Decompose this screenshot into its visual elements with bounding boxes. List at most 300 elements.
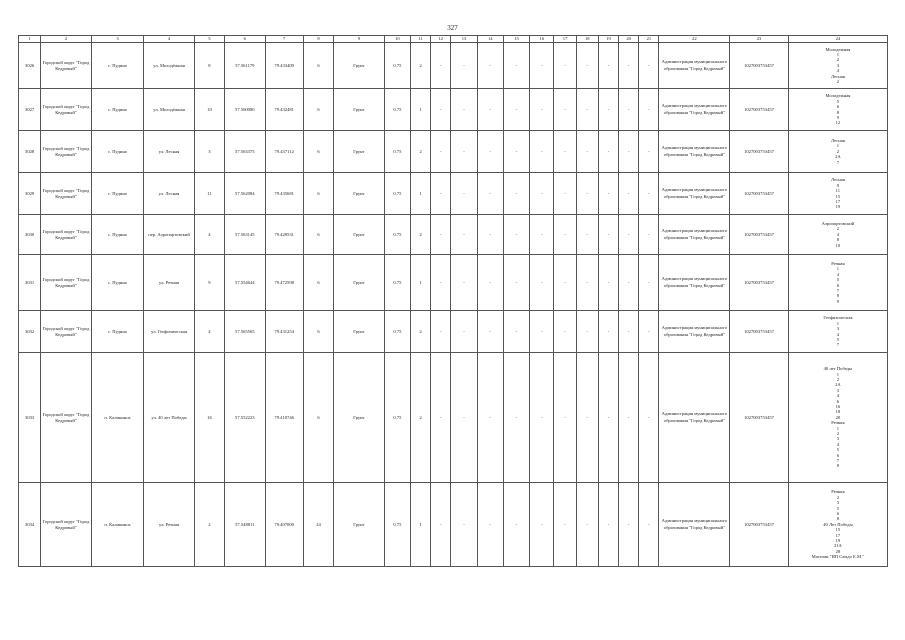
address-item: 8: [836, 109, 840, 115]
row-id: 3028: [19, 131, 41, 173]
address-item: 8: [836, 463, 840, 469]
empty-cell: -: [619, 131, 639, 173]
address-list-cell: [788, 483, 887, 567]
value-cell: 0.75: [384, 255, 410, 311]
settlement-cell: с. Пудино: [91, 89, 144, 131]
address-item: 40 Лет Победы: [823, 521, 853, 527]
address-item: 1: [836, 143, 840, 149]
surface-cell: Грунт: [334, 173, 385, 215]
table-row: [19, 353, 888, 483]
empty-cell: -: [619, 255, 639, 311]
latitude-cell: 57.565565: [225, 311, 265, 353]
empty-cell: -: [530, 255, 554, 311]
address-item: 11: [835, 188, 841, 194]
settlement-cell: с. Пудино: [91, 311, 144, 353]
category-cell: 2: [410, 131, 430, 173]
category-cell: 2: [410, 353, 430, 483]
empty-cell: -: [477, 311, 503, 353]
column-header: 23: [730, 36, 789, 43]
district-cell: Городской округ "Город Кедровый": [41, 255, 92, 311]
address-list-cell: [788, 255, 887, 311]
empty-cell: -: [477, 131, 503, 173]
empty-cell: -: [619, 483, 639, 567]
address-item: 12: [835, 120, 841, 126]
address-item: 2: [836, 79, 840, 85]
empty-cell: -: [530, 353, 554, 483]
street-cell: ул. Речная: [144, 483, 195, 567]
latitude-cell: 57.563145: [225, 215, 265, 255]
address-item: 16: [835, 403, 841, 409]
empty-cell: -: [554, 353, 576, 483]
owner-cell: Администрация муниципального образования "Город Кедровый": [659, 353, 730, 483]
page-number: 327: [447, 24, 458, 32]
district-cell: Городской округ "Город Кедровый": [41, 131, 92, 173]
district-cell: Городской округ "Город Кедровый": [41, 89, 92, 131]
empty-cell: -: [576, 43, 598, 89]
value-cell: 0.75: [384, 131, 410, 173]
value-cell: 0.75: [384, 89, 410, 131]
empty-cell: -: [554, 89, 576, 131]
address-item: Молодежная: [825, 46, 851, 52]
empty-cell: -: [554, 311, 576, 353]
empty-cell: -: [598, 353, 618, 483]
address-item: 4: [836, 68, 840, 74]
value-cell: 0.75: [384, 173, 410, 215]
empty-cell: -: [576, 89, 598, 131]
district-cell: Городской округ "Город Кедровый": [41, 311, 92, 353]
empty-cell: -: [554, 255, 576, 311]
surface-cell: Грунт: [334, 43, 385, 89]
column-header: 14: [477, 36, 503, 43]
latitude-cell: 57.560080: [225, 89, 265, 131]
address-item: Речная: [831, 420, 845, 426]
settlement-cell: п. Калининск: [91, 483, 144, 567]
settlement-cell: с. Пудино: [91, 255, 144, 311]
empty-cell: -: [619, 353, 639, 483]
empty-cell: -: [639, 131, 659, 173]
address-item: 3: [836, 436, 840, 442]
address-item: 7: [836, 458, 840, 464]
address-item: 10: [835, 242, 841, 248]
value-cell: 0.75: [384, 311, 410, 353]
settlement-cell: п. Калининск: [91, 353, 144, 483]
address-item: 2: [836, 494, 840, 500]
row-id: 3033: [19, 353, 41, 483]
address-item: 3: [836, 387, 840, 393]
empty-cell: -: [598, 173, 618, 215]
address-item: 7: [836, 342, 840, 348]
width-cell: 6: [303, 353, 333, 483]
empty-cell: -: [451, 173, 477, 215]
column-header: 17: [554, 36, 576, 43]
surface-cell: Грунт: [334, 353, 385, 483]
district-cell: Городской округ "Город Кедровый": [41, 43, 92, 89]
owner-cell: Администрация муниципального образования "Город Кедровый": [659, 255, 730, 311]
table-row: [19, 43, 888, 89]
address-item: 6: [836, 104, 840, 110]
row-id: 3032: [19, 311, 41, 353]
empty-cell: -: [554, 43, 576, 89]
address-item: 8: [836, 293, 840, 299]
empty-cell: -: [477, 173, 503, 215]
count-cell: 4: [194, 311, 224, 353]
address-item: Аэропортовский: [821, 220, 855, 226]
empty-cell: -: [639, 43, 659, 89]
street-cell: ул. 40 лет Победы: [144, 353, 195, 483]
settlement-cell: с. Пудино: [91, 43, 144, 89]
address-list-cell: [788, 173, 887, 215]
address-item: Лесная: [830, 137, 845, 143]
settlement-cell: с. Пудино: [91, 131, 144, 173]
empty-cell: -: [451, 89, 477, 131]
table-row: [19, 311, 888, 353]
empty-cell: -: [576, 311, 598, 353]
empty-cell: -: [639, 311, 659, 353]
empty-cell: -: [576, 173, 598, 215]
count-cell: 2: [194, 483, 224, 567]
address-item: 3: [836, 500, 840, 506]
address-item: 15: [835, 193, 841, 199]
address-item: 1: [836, 425, 840, 431]
empty-cell: -: [431, 131, 451, 173]
empty-cell: -: [554, 215, 576, 255]
column-header: 11: [410, 36, 430, 43]
street-cell: ул. Речная: [144, 255, 195, 311]
column-header: 6: [225, 36, 265, 43]
address-item: Речная: [831, 260, 845, 266]
empty-cell: -: [639, 483, 659, 567]
address-item: 1: [836, 51, 840, 57]
empty-cell: -: [576, 483, 598, 567]
width-cell: 6: [303, 255, 333, 311]
latitude-cell: 57.548811: [225, 483, 265, 567]
value-cell: 0.75: [384, 215, 410, 255]
empty-cell: -: [431, 353, 451, 483]
column-header: 10: [384, 36, 410, 43]
longitude-cell: 79.432481: [265, 89, 303, 131]
empty-cell: -: [503, 215, 529, 255]
address-item: 19: [835, 204, 841, 210]
column-header: 8: [303, 36, 333, 43]
empty-cell: -: [639, 353, 659, 483]
latitude-cell: 57.562084: [225, 173, 265, 215]
address-item: 4: [836, 271, 840, 277]
address-item: 2: [836, 57, 840, 63]
address-item: Геофизическая: [823, 315, 853, 321]
table-row: [19, 173, 888, 215]
category-cell: 1: [410, 483, 430, 567]
empty-cell: -: [598, 43, 618, 89]
empty-cell: -: [598, 131, 618, 173]
column-header: 24: [788, 36, 887, 43]
column-header: 16: [530, 36, 554, 43]
longitude-cell: 79.407000: [265, 483, 303, 567]
street-cell: ул. Лесная: [144, 131, 195, 173]
column-header: 9: [334, 36, 385, 43]
empty-cell: -: [576, 255, 598, 311]
address-item: 9: [836, 182, 840, 188]
column-header: 18: [576, 36, 598, 43]
empty-cell: -: [431, 173, 451, 215]
table-row: [19, 215, 888, 255]
empty-cell: -: [503, 311, 529, 353]
column-header: 20: [619, 36, 639, 43]
address-item: 2: [836, 376, 840, 382]
column-header: 21: [639, 36, 659, 43]
column-header: 15: [503, 36, 529, 43]
column-header: 5: [194, 36, 224, 43]
category-cell: 2: [410, 43, 430, 89]
empty-cell: -: [639, 89, 659, 131]
empty-cell: -: [451, 131, 477, 173]
owner-cell: Администрация муниципального образования "Город Кедровый": [659, 483, 730, 567]
ogrn-cell: 1027003753457: [730, 131, 789, 173]
address-item: 19: [835, 538, 841, 544]
register-table: [18, 35, 888, 567]
empty-cell: -: [576, 131, 598, 173]
address-item: 1: [836, 320, 840, 326]
latitude-cell: 57.554644: [225, 255, 265, 311]
empty-cell: -: [619, 311, 639, 353]
address-item: 40 лет Победы: [823, 366, 853, 372]
empty-cell: -: [619, 173, 639, 215]
width-cell: 24: [303, 483, 333, 567]
empty-cell: -: [477, 353, 503, 483]
table-row: [19, 89, 888, 131]
category-cell: 1: [410, 255, 430, 311]
address-item: 4: [836, 393, 840, 399]
empty-cell: -: [619, 89, 639, 131]
street-cell: ул. Молодёжная: [144, 89, 195, 131]
district-cell: Городской округ "Город Кедровый": [41, 215, 92, 255]
surface-cell: Грунт: [334, 215, 385, 255]
empty-cell: -: [530, 311, 554, 353]
ogrn-cell: 1027003753457: [730, 215, 789, 255]
empty-cell: -: [431, 255, 451, 311]
width-cell: 6: [303, 89, 333, 131]
category-cell: 2: [410, 215, 430, 255]
street-cell: ул. Геофизическая: [144, 311, 195, 353]
empty-cell: -: [477, 89, 503, 131]
address-item: 2: [836, 226, 840, 232]
column-header: 13: [451, 36, 477, 43]
empty-cell: -: [477, 483, 503, 567]
street-cell: пер. Аэропортовский: [144, 215, 195, 255]
empty-cell: -: [503, 483, 529, 567]
empty-cell: -: [477, 255, 503, 311]
row-id: 3031: [19, 255, 41, 311]
address-item: 15: [835, 527, 841, 533]
empty-cell: -: [530, 173, 554, 215]
category-cell: 2: [410, 311, 430, 353]
empty-cell: -: [639, 255, 659, 311]
empty-cell: -: [431, 43, 451, 89]
empty-cell: -: [477, 215, 503, 255]
address-item: 5: [836, 505, 840, 511]
column-header: 2: [41, 36, 92, 43]
empty-cell: -: [431, 89, 451, 131]
address-list-cell: [788, 215, 887, 255]
district-cell: Городской округ "Город Кедровый": [41, 353, 92, 483]
row-id: 3030: [19, 215, 41, 255]
address-list-cell: [788, 311, 887, 353]
address-item: 6: [836, 452, 840, 458]
longitude-cell: 79.437112: [265, 131, 303, 173]
street-cell: ул. Лесная: [144, 173, 195, 215]
address-item: Лесная: [830, 177, 845, 183]
empty-cell: -: [554, 173, 576, 215]
settlement-cell: с. Пудино: [91, 215, 144, 255]
empty-cell: -: [451, 215, 477, 255]
owner-cell: Администрация муниципального образования "Город Кедровый": [659, 173, 730, 215]
column-header: 19: [598, 36, 618, 43]
empty-cell: -: [598, 255, 618, 311]
address-item: 21А: [833, 543, 842, 549]
column-header: 3: [91, 36, 144, 43]
address-item: 17: [835, 198, 841, 204]
empty-cell: -: [503, 353, 529, 483]
surface-cell: Грунт: [334, 483, 385, 567]
empty-cell: -: [451, 353, 477, 483]
latitude-cell: 57.552223: [225, 353, 265, 483]
row-id: 3034: [19, 483, 41, 567]
ogrn-cell: 1027003753457: [730, 255, 789, 311]
empty-cell: -: [598, 89, 618, 131]
table-row: [19, 255, 888, 311]
empty-cell: -: [576, 215, 598, 255]
address-list-cell: [788, 89, 887, 131]
address-item: 4: [836, 331, 840, 337]
address-item: 7: [836, 159, 840, 165]
empty-cell: -: [598, 483, 618, 567]
address-item: 6: [836, 398, 840, 404]
address-item: 6: [836, 282, 840, 288]
address-item: 7: [836, 287, 840, 293]
owner-cell: Администрация муниципального образования "Город Кедровый": [659, 131, 730, 173]
empty-cell: -: [530, 89, 554, 131]
empty-cell: -: [503, 173, 529, 215]
address-item: 3: [836, 62, 840, 68]
latitude-cell: 57.563375: [225, 131, 265, 173]
address-item: 3: [836, 326, 840, 332]
value-cell: 0.75: [384, 353, 410, 483]
district-cell: Городской округ "Город Кедровый": [41, 483, 92, 567]
value-cell: 0.75: [384, 43, 410, 89]
empty-cell: -: [576, 353, 598, 483]
address-item: 8: [836, 516, 840, 522]
surface-cell: Грунт: [334, 89, 385, 131]
address-item: 1: [836, 371, 840, 377]
longitude-cell: 79.428531: [265, 215, 303, 255]
address-item: 18: [835, 409, 841, 415]
address-item: Магазин "ИП Самдо Е.М.": [811, 554, 865, 560]
owner-cell: Администрация муниципального образования "Город Кедровый": [659, 43, 730, 89]
address-item: 9: [836, 114, 840, 120]
ogrn-cell: 1027003753457: [730, 89, 789, 131]
address-item: 20: [835, 414, 841, 420]
address-list-cell: [788, 353, 887, 483]
settlement-cell: с. Пудино: [91, 173, 144, 215]
column-header: 22: [659, 36, 730, 43]
column-header: 12: [431, 36, 451, 43]
surface-cell: Грунт: [334, 255, 385, 311]
empty-cell: -: [451, 311, 477, 353]
address-list-cell: [788, 43, 887, 89]
ogrn-cell: 1027003753457: [730, 43, 789, 89]
address-item: 28: [835, 548, 841, 554]
address-item: Молодежная: [825, 93, 851, 99]
address-item: 5: [836, 98, 840, 104]
address-item: 6: [836, 510, 840, 516]
width-cell: 6: [303, 215, 333, 255]
column-header: 7: [265, 36, 303, 43]
address-item: 2А: [835, 154, 841, 160]
longitude-cell: 79.410746: [265, 353, 303, 483]
surface-cell: Грунт: [334, 131, 385, 173]
address-item: 2: [836, 148, 840, 154]
empty-cell: -: [554, 483, 576, 567]
address-item: 4: [836, 231, 840, 237]
empty-cell: -: [619, 215, 639, 255]
longitude-cell: 79.472598: [265, 255, 303, 311]
count-cell: 9: [194, 255, 224, 311]
ogrn-cell: 1027003753457: [730, 173, 789, 215]
longitude-cell: 79.435681: [265, 173, 303, 215]
table-row: [19, 131, 888, 173]
surface-cell: Грунт: [334, 311, 385, 353]
column-header: 1: [19, 36, 41, 43]
row-id: 3029: [19, 173, 41, 215]
address-item: 8: [836, 237, 840, 243]
empty-cell: -: [477, 43, 503, 89]
empty-cell: -: [619, 43, 639, 89]
empty-cell: -: [503, 131, 529, 173]
empty-cell: -: [431, 483, 451, 567]
address-item: 17: [835, 532, 841, 538]
owner-cell: Администрация муниципального образования "Город Кедровый": [659, 311, 730, 353]
empty-cell: -: [503, 89, 529, 131]
address-item: 1: [836, 266, 840, 272]
empty-cell: -: [530, 483, 554, 567]
address-list-cell: [788, 131, 887, 173]
width-cell: 6: [303, 131, 333, 173]
empty-cell: -: [431, 215, 451, 255]
ogrn-cell: 1027003753457: [730, 483, 789, 567]
empty-cell: -: [431, 311, 451, 353]
address-item: 2А: [835, 382, 841, 388]
category-cell: 1: [410, 173, 430, 215]
owner-cell: Администрация муниципального образования "Город Кедровый": [659, 89, 730, 131]
empty-cell: -: [451, 483, 477, 567]
empty-cell: -: [598, 215, 618, 255]
address-item: 9: [836, 298, 840, 304]
width-cell: 6: [303, 43, 333, 89]
street-cell: ул. Молодёжная: [144, 43, 195, 89]
count-cell: 8: [194, 43, 224, 89]
address-item: Лесная: [830, 73, 845, 79]
address-item: 5: [836, 447, 840, 453]
empty-cell: -: [503, 255, 529, 311]
count-cell: 10: [194, 89, 224, 131]
empty-cell: -: [451, 43, 477, 89]
width-cell: 6: [303, 173, 333, 215]
longitude-cell: 79.433409: [265, 43, 303, 89]
count-cell: 11: [194, 173, 224, 215]
empty-cell: -: [530, 215, 554, 255]
category-cell: 1: [410, 89, 430, 131]
empty-cell: -: [503, 43, 529, 89]
address-item: Речная: [831, 489, 845, 495]
